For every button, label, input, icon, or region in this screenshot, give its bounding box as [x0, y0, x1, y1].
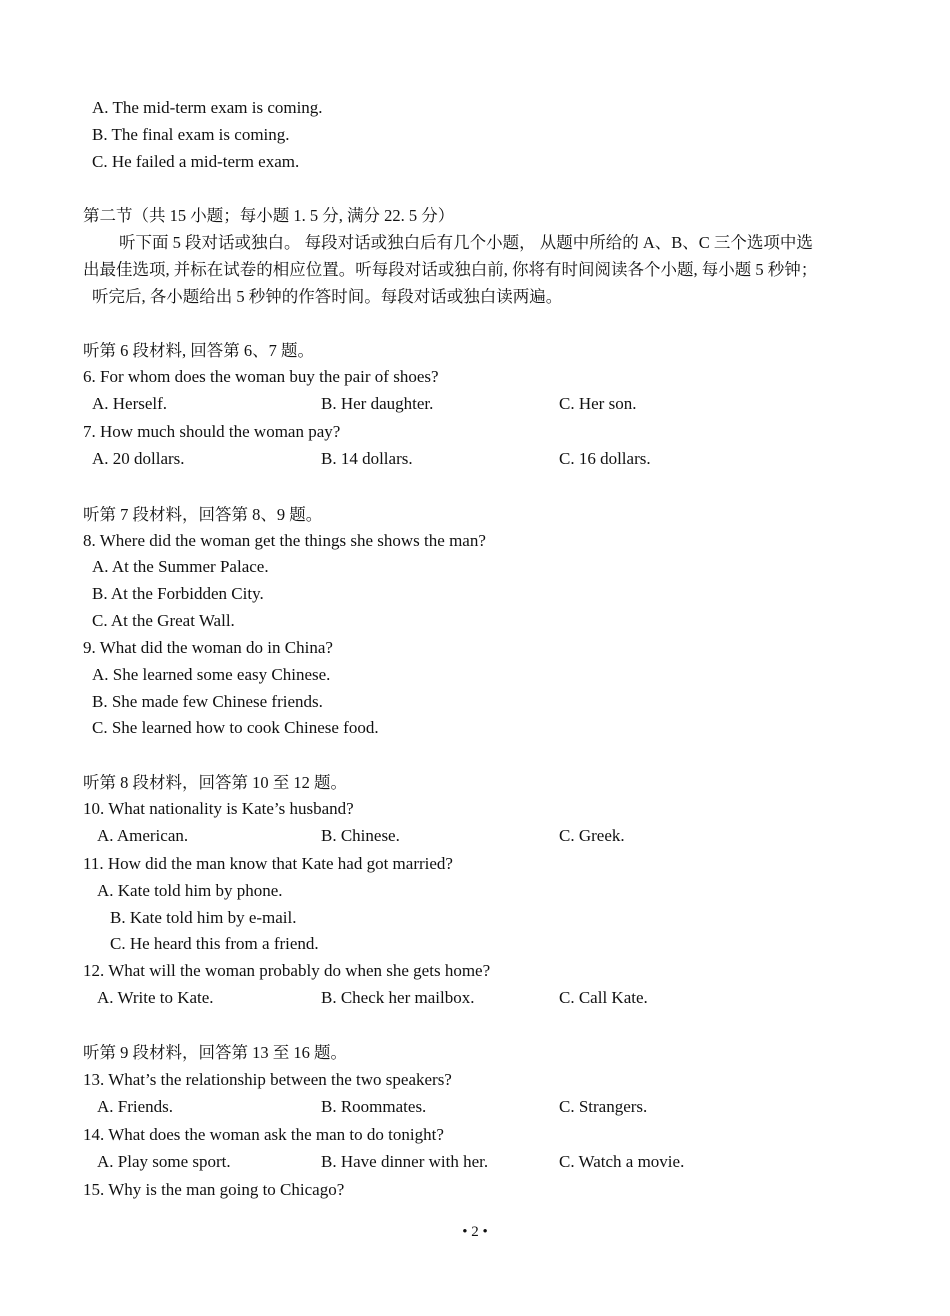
q7-options: [0, 449, 950, 469]
q12-option-c: C. Call Kate.: [559, 988, 648, 1007]
q8-option-c: C. At the Great Wall.: [92, 611, 235, 630]
q11-option-b: B. Kate told him by e-mail.: [110, 908, 297, 927]
q14-option-c: C. Watch a movie.: [559, 1152, 685, 1171]
q8-option-a: A. At the Summer Palace.: [92, 557, 269, 576]
q10-options: [0, 826, 950, 846]
q10-option-b: B. Chinese.: [321, 826, 400, 845]
q10-option-a: A. American.: [97, 826, 189, 845]
q6-options: [0, 394, 950, 414]
q6-text: 6. For whom does the woman buy the pair of shoes?: [83, 367, 439, 386]
q12-text: 12. What will the woman probably do when she gets home?: [83, 961, 491, 980]
q8-text: 8. Where did the woman get the things she shows the man?: [83, 531, 486, 550]
q12-option-a: A. Write to Kate.: [97, 988, 214, 1007]
q5-option-a: A. The mid-term exam is coming.: [92, 98, 323, 117]
q7-option-c: C. 16 dollars.: [559, 449, 651, 468]
q14-option-b: B. Have dinner with her.: [321, 1152, 489, 1171]
q6-option-b: B. Her daughter.: [321, 394, 434, 413]
passage7-heading: 听第 7 段材料，回答第 8、9 题。: [83, 505, 323, 524]
q5-option-b: B. The final exam is coming.: [92, 125, 290, 144]
q13-options: [0, 1097, 950, 1117]
q13-option-c: C. Strangers.: [559, 1097, 648, 1116]
q14-option-a: A. Play some sport.: [97, 1152, 231, 1171]
passage6-heading: 听第 6 段材料, 回答第 6、7 题。: [83, 341, 314, 360]
q13-text: 13. What’s the relationship between the two speakers?: [83, 1070, 452, 1089]
q10-text: 10. What nationality is Kate’s husband?: [83, 799, 354, 818]
section2-instruction-line-2: 出最佳选项, 并标在试卷的相应位置。听每段对话或独白前, 你将有时间阅读各个小题, 每小题 5 秒钟；: [83, 260, 818, 279]
passage8-heading: 听第 8 段材料，回答第 10 至 12 题。: [83, 773, 347, 792]
q11-text: 11. How did the man know that Kate had got married?: [83, 854, 453, 873]
q10-option-c: C. Greek.: [559, 826, 625, 845]
q15-text: 15. Why is the man going to Chicago?: [83, 1180, 345, 1199]
q12-option-b: B. Check her mailbox.: [321, 988, 475, 1007]
page-number: • 2 •: [462, 1224, 488, 1240]
q9-option-a: A. She learned some easy Chinese.: [92, 665, 331, 684]
q8-option-b: B. At the Forbidden City.: [92, 584, 264, 603]
q5-option-c: C. He failed a mid-term exam.: [92, 152, 300, 171]
q14-text: 14. What does the woman ask the man to do tonight?: [83, 1125, 444, 1144]
section2-heading: 第二节（共 15 小题；每小题 1. 5 分, 满分 22. 5 分）: [83, 206, 455, 225]
q9-text: 9. What did the woman do in China?: [83, 638, 333, 657]
q9-option-c: C. She learned how to cook Chinese food.: [92, 718, 379, 737]
q14-options: [0, 1152, 950, 1172]
q12-options: [0, 988, 950, 1008]
q7-text: 7. How much should the woman pay?: [83, 422, 341, 441]
q13-option-a: A. Friends.: [97, 1097, 174, 1116]
q7-option-b: B. 14 dollars.: [321, 449, 413, 468]
q11-option-a: A. Kate told him by phone.: [97, 881, 283, 900]
passage9-heading: 听第 9 段材料，回答第 13 至 16 题。: [83, 1043, 347, 1062]
q13-option-b: B. Roommates.: [321, 1097, 427, 1116]
section2-instruction-line-3: 听完后, 各小题给出 5 秒钟的作答时间。每段对话或独白读两遍。: [92, 287, 563, 306]
q7-option-a: A. 20 dollars.: [92, 449, 185, 468]
q11-option-c: C. He heard this from a friend.: [110, 934, 319, 953]
q9-option-b: B. She made few Chinese friends.: [92, 692, 323, 711]
section2-instruction-line-1: 听下面 5 段对话或独白。 每段对话或独白后有几个小题， 从题中所给的 A、B、C 三个选项中选: [119, 233, 813, 252]
q6-option-c: C. Her son.: [559, 394, 637, 413]
q6-option-a: A. Herself.: [92, 394, 168, 413]
